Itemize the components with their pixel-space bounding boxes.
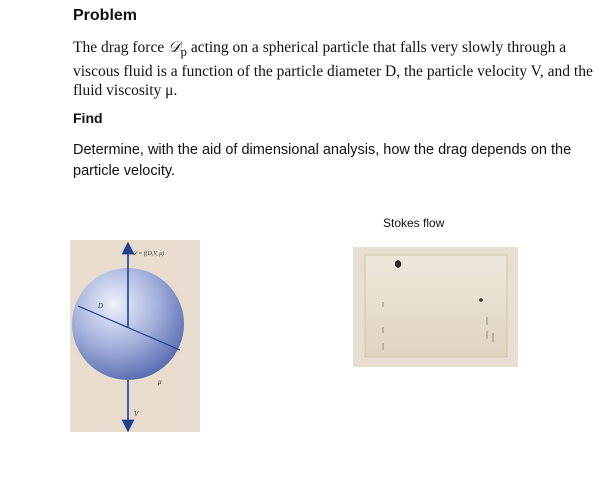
find-statement: Determine, with the aid of dimensional analysis, how the drag depends on the particle velocity. bbox=[73, 142, 572, 179]
find-heading: Find bbox=[73, 110, 103, 126]
problem-text-after: acting on a spherical particle that falls very slowly through a viscous fluid is a function of the particle diameter D, the particle velocity V, and the fluid viscosity μ. bbox=[73, 39, 593, 100]
falling-sphere bbox=[395, 260, 401, 268]
drag-force-subscript: p bbox=[180, 44, 187, 60]
problem-heading: Problem bbox=[73, 7, 138, 24]
sphere-drag-figure bbox=[70, 240, 200, 432]
drag-force-symbol: 𝒟 bbox=[168, 39, 181, 56]
velocity-label: V bbox=[134, 410, 139, 418]
diameter-label: D bbox=[98, 302, 104, 310]
problem-statement bbox=[73, 38, 603, 101]
stokes-flow-caption: Stokes flow bbox=[383, 216, 445, 230]
small-particle bbox=[479, 298, 483, 302]
stokes-flow-photo bbox=[353, 247, 518, 367]
problem-text-before: The drag force bbox=[73, 39, 169, 56]
force-label: 𝒟 = f(D,V, μ) bbox=[132, 251, 165, 257]
photo-inner bbox=[365, 255, 507, 357]
viscosity-label: μ bbox=[158, 378, 162, 386]
